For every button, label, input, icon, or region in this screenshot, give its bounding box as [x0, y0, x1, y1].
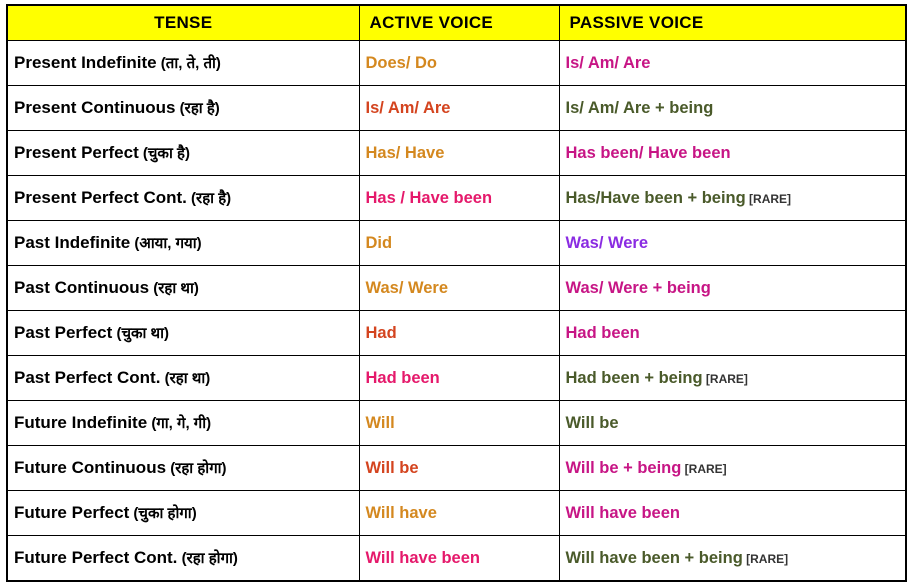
tense-name-english: Present Perfect Cont. [14, 188, 187, 207]
passive-voice-text: Has been/ Have been [565, 143, 731, 162]
tense-name-english: Future Perfect [14, 503, 130, 522]
table-row [7, 41, 906, 86]
table-row [7, 221, 906, 266]
tense-name-english: Present Perfect [14, 143, 139, 162]
tense-voice-table [6, 4, 907, 582]
tense-name-english: Past Perfect [14, 323, 113, 342]
passive-voice-text: Will have been [565, 503, 680, 522]
passive-voice-text: Will have been + being [565, 548, 743, 567]
passive-voice-cell [559, 131, 906, 176]
table-row [7, 446, 906, 491]
table-row [7, 86, 906, 131]
table-body [7, 41, 906, 582]
tense-name-hindi: (चुका था) [112, 325, 170, 342]
passive-voice-cell [559, 356, 906, 401]
table-row [7, 491, 906, 536]
tense-name-cell [7, 536, 359, 582]
tense-name-english: Past Perfect Cont. [14, 368, 161, 387]
tense-name-english: Present Indefinite [14, 53, 157, 72]
active-voice-cell: Had been [359, 356, 559, 401]
passive-voice-cell [559, 491, 906, 536]
header-row [7, 5, 906, 41]
tense-name-hindi: (चुका है) [138, 145, 190, 162]
passive-voice-cell [559, 311, 906, 356]
table-row [7, 266, 906, 311]
passive-voice-cell [559, 536, 906, 582]
tense-name-hindi: (रहा होगा) [166, 460, 227, 477]
passive-voice-text: Is/ Am/ Are + being [565, 98, 714, 117]
tense-name-english: Past Continuous [14, 278, 150, 297]
tense-name-hindi: (आया, गया) [130, 235, 202, 252]
passive-voice-text: Has/Have been + being [565, 188, 746, 207]
table-row [7, 176, 906, 221]
tense-name-cell [7, 41, 359, 86]
rare-marker: [RARE] [742, 551, 789, 566]
table-row [7, 536, 906, 582]
table-row [7, 401, 906, 446]
tense-name-hindi: (रहा है) [186, 190, 232, 207]
passive-voice-text: Will be [565, 413, 619, 432]
tense-name-english: Present Continuous [14, 98, 176, 117]
column-header-active-voice: ACTIVE VOICE [359, 5, 559, 41]
tense-name-cell [7, 221, 359, 266]
active-voice-cell: Had [359, 311, 559, 356]
tense-name-hindi: (रहा था) [149, 280, 199, 297]
table-header [7, 5, 906, 41]
passive-voice-text: Had been + being [565, 368, 703, 387]
active-voice-cell: Did [359, 221, 559, 266]
passive-voice-text: Was/ Were [565, 233, 649, 252]
tense-name-cell [7, 176, 359, 221]
tense-name-hindi: (रहा था) [160, 370, 211, 387]
active-voice-cell: Was/ Were [359, 266, 559, 311]
column-header-tense: TENSE [7, 5, 359, 41]
tense-name-cell [7, 266, 359, 311]
tense-name-hindi: (रहा है) [175, 100, 220, 117]
active-voice-cell: Has/ Have [359, 131, 559, 176]
passive-voice-text: Was/ Were + being [565, 278, 711, 297]
rare-marker: [RARE] [681, 461, 727, 476]
passive-voice-text: Will be + being [565, 458, 682, 477]
active-voice-cell: Will [359, 401, 559, 446]
tense-name-cell [7, 131, 359, 176]
tense-name-cell [7, 446, 359, 491]
passive-voice-text: Is/ Am/ Are [565, 53, 651, 72]
passive-voice-cell [559, 41, 906, 86]
tense-name-english: Future Perfect Cont. [14, 548, 178, 567]
passive-voice-cell [559, 446, 906, 491]
tense-name-hindi: (ता, ते, ती) [156, 55, 221, 72]
tense-name-cell [7, 311, 359, 356]
passive-voice-cell [559, 86, 906, 131]
table-row [7, 131, 906, 176]
tense-name-cell [7, 401, 359, 446]
active-voice-cell: Does/ Do [359, 41, 559, 86]
tense-name-english: Past Indefinite [14, 233, 131, 252]
passive-voice-cell [559, 221, 906, 266]
rare-marker: [RARE] [745, 191, 792, 206]
column-header-passive-voice: PASSIVE VOICE [559, 5, 906, 41]
tense-name-cell [7, 491, 359, 536]
rare-marker: [RARE] [702, 371, 748, 386]
passive-voice-cell [559, 176, 906, 221]
active-voice-cell: Will have [359, 491, 559, 536]
tense-name-english: Future Indefinite [14, 413, 148, 432]
table-row [7, 311, 906, 356]
table-row [7, 356, 906, 401]
tense-name-english: Future Continuous [14, 458, 167, 477]
active-voice-cell: Has / Have been [359, 176, 559, 221]
passive-voice-text: Had been [565, 323, 640, 342]
tense-name-hindi: (गा, गे, गी) [147, 415, 212, 432]
tense-name-hindi: (चुका होगा) [129, 505, 197, 522]
active-voice-cell: Will be [359, 446, 559, 491]
tense-name-cell [7, 86, 359, 131]
tense-name-cell [7, 356, 359, 401]
active-voice-cell: Will have been [359, 536, 559, 582]
active-voice-cell: Is/ Am/ Are [359, 86, 559, 131]
passive-voice-cell [559, 401, 906, 446]
passive-voice-cell [559, 266, 906, 311]
tense-name-hindi: (रहा होगा) [177, 550, 238, 567]
